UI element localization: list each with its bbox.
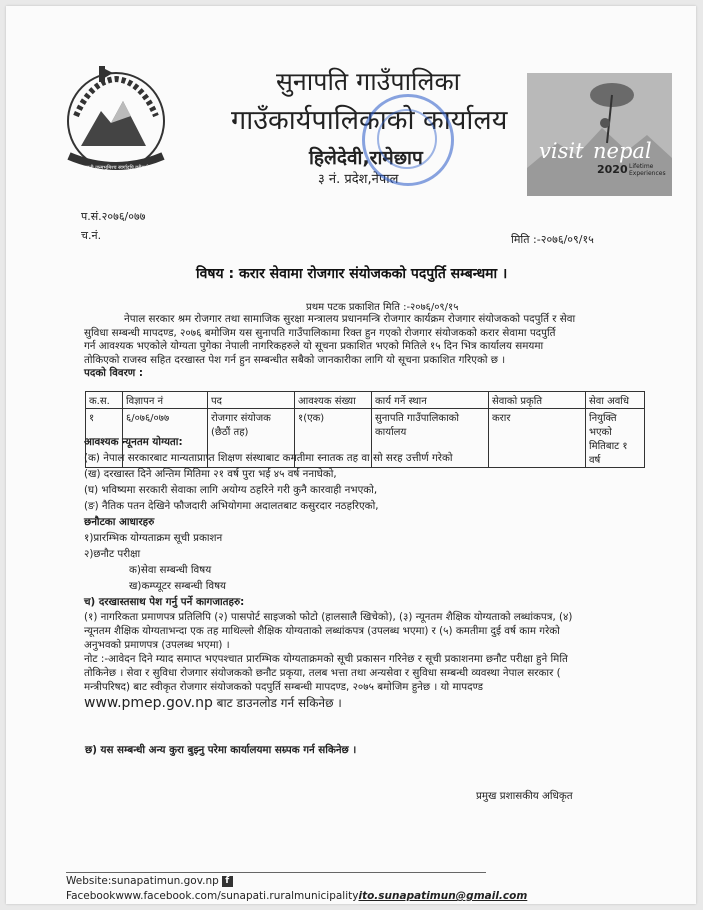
notice-date: मिति :-२०७६/०९/१५ <box>511 233 594 246</box>
nepal-emblem-icon <box>51 61 181 181</box>
documents-heading: च) दरखास्तसाथ पेश गर्नु पर्ने कागजातहरु: <box>84 596 245 608</box>
details-heading: पदको विवरण : <box>84 367 143 379</box>
signatory-title: प्रमुख प्रशासकीय अधिकृत <box>476 790 573 802</box>
qualification-item: (ख) दरखास्त दिने अन्तिम मितिमा २१ वर्ष पुरा भई ४५ वर्ष ननाघेको, <box>84 468 337 480</box>
documents-section <box>84 610 614 710</box>
selection-heading: छनौटका आधारहरु <box>84 516 155 528</box>
download-url[interactable]: www.pmep.gov.np <box>84 695 213 711</box>
facebook-link: Facebookwww.facebook.com/sunapati.ruralmunicipality <box>66 890 359 902</box>
qualification-item: (क) नेपाल सरकारबाट मान्यताप्राप्त शिक्षण संस्थाबाट कमतीमा स्नातक तह वा सो सरह उत्तीर्ण गरेको <box>84 452 453 464</box>
nepal-word: nepal <box>593 139 652 163</box>
document-page <box>6 6 696 904</box>
office-address: हिलेदेवी,रामेछाप <box>309 147 423 169</box>
visit-year: 2020 <box>597 163 628 176</box>
note-line: तोकिनेछ । सेवा र सुविधा रोजगार संयोजकको छनौट प्रकृया, तलब भत्ता तथा अन्यसेवा र सुविधा सम्बन्धी व्यवस्था नेपाल सरकार ( <box>84 667 561 679</box>
qualifications-section <box>84 434 614 610</box>
selection-subitem: क)सेवा सम्बन्धी विषय <box>129 564 212 576</box>
visit-word: visit <box>539 139 584 163</box>
col-ad-number: विज्ञापन नं <box>123 392 208 409</box>
col-location: कार्य गर्ने स्थान <box>372 392 489 409</box>
visit-nepal-logo <box>527 73 672 196</box>
intro-paragraph <box>84 313 614 381</box>
selection-subitem: ख)कम्प्यूटर सम्बन्धी विषय <box>129 580 227 592</box>
table-header-row <box>86 392 645 409</box>
note-line: नोट :-आवेदन दिने म्याद समाप्त भएपश्चात प्रारम्भिक योग्यताक्रमको सूची प्रकासन गरिनेछ र सूची प्रकाशनमा छनौट परीक्षा हुने मिति <box>84 653 568 665</box>
intro-line: नेपाल सरकार श्रम रोजगार तथा सामाजिक सुरक्षा मन्त्रालय प्रधानमन्त्रि रोजगार कार्यक्रम रोजगार संयोजकको पदपुर्ति र सेवा <box>124 313 576 325</box>
notice-subject: विषय : करार सेवामा रोजगार संयोजकको पदपुर्ति सम्बन्धमा । <box>196 266 508 282</box>
documents-line: न्यूनतम शैक्षिक योग्यताभन्दा एक तह माथिल्लो शैक्षिक योग्यताको लब्धांकपत्र (उपलब्ध भएमा) र (५) कमतीमा दुई वर्ष काम गरेको <box>84 625 560 637</box>
col-post: पद <box>208 392 295 409</box>
cell-ad-number: ६/०७६/०७७ <box>123 409 208 468</box>
cell-location: सुनापति गाउँपालिकाको कार्यालय <box>372 409 489 468</box>
cell-serial: १ <box>86 409 123 468</box>
qualifications-heading: आवश्यक न्यूनतम योग्यता: <box>84 436 183 448</box>
office-name: गाउँकार्यपालिकाको कार्यालय <box>231 105 508 136</box>
cell-post: रोजगार संयोजक (छैठौं तह) <box>208 409 295 468</box>
selection-item: २)छनौट परीक्षा <box>84 548 141 560</box>
intro-line: गर्न आवश्यक भएकोले योग्यता पुगेका नेपाली नागरिकहरुले यो सूचना प्रकाशित भएको मितिले १५ दिन भित्र कार्यालय समयमा <box>84 340 544 352</box>
qualification-item: (ङ) नैतिक पतन देखिने फौजदारी अभियोगमा अदालतबाट कसुरदार नठहरिएको, <box>84 500 379 512</box>
selection-item: १)प्रारम्भिक योग्यताक्रम सूची प्रकाशन <box>84 532 223 544</box>
cell-duration: नियुक्ति भएको मितिबाट १ वर्ष <box>586 409 645 468</box>
contact-line: छ) यस सम्बन्धी अन्य कुरा बुझ्नु परेमा कार्यालयमा सम्र्पक गर्न सकिनेछ । <box>85 744 357 756</box>
first-published-date: प्रथम पटक प्रकाशित मिति :-२०७६/०९/१५ <box>306 302 459 313</box>
footer-social[interactable] <box>66 890 527 902</box>
cell-service-type: करार <box>489 409 586 468</box>
intro-line: तोकिएको राजस्व सहित दरखास्त पेश गर्न हुन सम्बन्धीत सबैको जानकारीका लागि यो सूचना प्रकाशित गरिएको छ । <box>84 353 506 366</box>
cell-count: १(एक) <box>295 409 372 468</box>
documents-line: (१) नागरिकता प्रमाणपत्र प्रतिलिपि (२) पासपोर्ट साइजको फोटो (हालसालै खिचेको), (३) न्यूनतम शैक्षिक योग्यताको लब्धांकपत्र, (४) <box>84 611 573 623</box>
intro-line: सुविधा सम्बन्धी मापदण्ड, २०७६ बमोजिम यस सुनापति गाउँपालिकामा रिक्त हुन गएको रोजगार संयोजकको करार सेवामा पदपुर्ति <box>84 326 556 339</box>
province-line: ३ नं. प्रदेश,नेपाल <box>318 172 399 187</box>
office-seal-inner <box>377 109 437 169</box>
qualification-item: (घ) भविष्यमा सरकारी सेवाका लागि अयोग्य ठहरिने गरी कुनै कारवाही नभएको, <box>84 484 378 496</box>
municipality-name: सुनापति गाउँपालिका <box>276 67 461 96</box>
col-serial: क.स. <box>86 392 123 409</box>
footer-website[interactable]: Website:sunapatimun.gov.np f <box>66 875 233 887</box>
email-link: ito.sunapatimun@gmail.com <box>358 890 528 902</box>
reference-number: प.सं.२०७६/०७७ <box>81 210 146 223</box>
col-count: आवश्यक संख्या <box>295 392 372 409</box>
download-line: www.pmep.gov.np बाट डाउनलोड गर्न सकिनेछ । <box>84 695 342 711</box>
note-line: मन्त्रीपरिषद) बाट स्वीकृत रोजगार संयोजकको पदपुर्ति सम्बन्धी मापदण्ड, २०७५ बमोजिम हुनेछ । यो मापदण्ड <box>84 681 484 693</box>
emblem-motto: जननी जन्मभूमिश्च स्वर्गादपि गरीयसी <box>82 165 150 171</box>
visit-tagline: Lifetime Experiences <box>629 163 666 177</box>
col-duration: सेवा अवधि <box>586 392 645 409</box>
footer-divider <box>66 872 486 873</box>
documents-line: अनुभवको प्रमाणपत्र (उपलब्ध भएमा) । <box>84 639 230 651</box>
visit-nepal-graphic-icon <box>527 73 672 196</box>
facebook-icon: f <box>222 876 233 887</box>
col-service-type: सेवाको प्रकृति <box>489 392 586 409</box>
dispatch-number: च.नं. <box>81 229 102 242</box>
